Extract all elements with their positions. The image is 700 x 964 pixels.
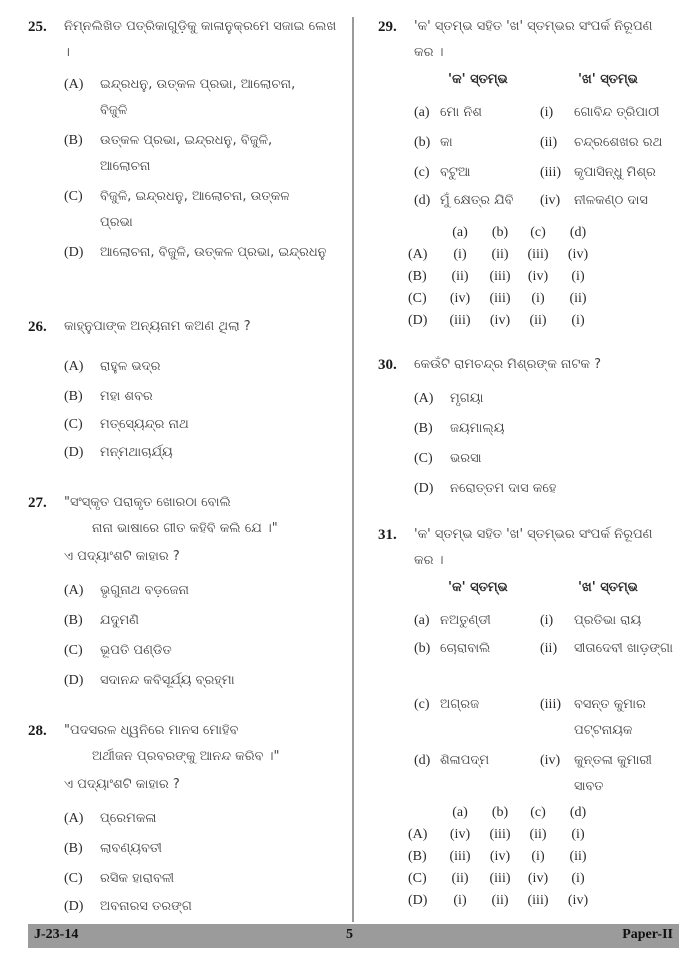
- question-text: 'କ' ସ୍ତମ୍ଭ ସହିତ 'ଖ' ସ୍ତମ୍ଭର ସଂପର୍କ ନିରୂପଣ କର ।: [414, 527, 653, 568]
- grid-cell: (iii): [489, 827, 511, 842]
- grid-cell: (iii): [527, 893, 549, 908]
- option-text: ଇନ୍ଦ୍ରଧନୁ, ଉତ୍କଳ ପ୍ରଭା, ଆଲୋଚନା, ବିଜୁଳି: [100, 77, 296, 118]
- option-text: ଭୂପତି ପଣ୍ଡିତ: [100, 643, 172, 658]
- pair-a-text: କା: [440, 135, 453, 150]
- pair-a-text: ନଅତୁଣ୍ଡୀ: [440, 613, 491, 628]
- option-text: ମତ୍ସ୍ୟେନ୍ଦ୍ର ନାଥ: [100, 417, 189, 432]
- grid-cell: (iv): [489, 313, 511, 328]
- pair-a-text: ମୁଁ କ୍ଷେତ୍ର ଯିବି: [440, 193, 514, 208]
- column-a-header: 'କ' ସ୍ତମ୍ଭ: [448, 580, 508, 595]
- question-number: 25.: [28, 19, 47, 35]
- pair-b-label: (iii): [540, 697, 561, 712]
- grid-header-cell: (c): [530, 225, 546, 240]
- question-29: [378, 14, 678, 334]
- option-text: ଲାବଣ୍ୟବତୀ: [100, 841, 162, 856]
- option-text: ଯଦୁମଣି: [100, 613, 140, 628]
- pair-b-text: କୃପାସିନ୍ଧୁ ମିଶ୍ର: [574, 165, 656, 180]
- quote-line-2: ଅର୍ଥୀଜନ ପ୍ରବରଙ୍କୁ ଆନନ୍ଦ କରିବ ।": [92, 749, 280, 764]
- pair-a-label: (b): [414, 641, 431, 656]
- grid-cell: (ii): [529, 313, 547, 328]
- pair-a-label: (b): [414, 135, 431, 150]
- option-text: ରାହୁଳ ଭଦ୍ର: [100, 359, 161, 374]
- option-text: ନରୋତ୍ତମ ଦାସ କହେ: [450, 481, 557, 496]
- question-28: [28, 718, 346, 918]
- column-b-header: 'ଖ' ସ୍ତମ୍ଭ: [578, 72, 638, 87]
- grid-header-cell: (d): [569, 225, 587, 240]
- option-label: (A): [64, 359, 84, 374]
- option-text: ଉତ୍କଳ ପ୍ରଭା, ଇନ୍ଦ୍ରଧନୁ, ବିଜୁଳି, ଆଲୋଚନା: [100, 133, 273, 174]
- grid-cell: (i): [571, 827, 585, 842]
- option-label: (B): [64, 389, 83, 404]
- grid-cell: (iv): [527, 871, 549, 886]
- grid-row-label: (A): [408, 827, 428, 842]
- grid-cell: (i): [571, 871, 585, 886]
- grid-cell: (ii): [569, 849, 587, 864]
- page-number: 5: [346, 927, 353, 942]
- pair-a-text: ବଟୁଆ: [440, 165, 471, 180]
- pair-b-text: କୁନ୍ତଳା କୁମାରୀ ସାବତ: [574, 753, 652, 794]
- question-31: [378, 522, 678, 922]
- pair-a-text: ମୋ ନିଶ: [440, 105, 482, 120]
- option-text: ଭରସା: [450, 451, 482, 466]
- grid-cell: (i): [453, 893, 467, 908]
- grid-cell: (iii): [527, 247, 549, 262]
- option-text: ପ୍ରେମକଳା: [100, 811, 157, 826]
- pair-a-label: (c): [414, 165, 430, 180]
- grid-header-cell: (c): [530, 805, 546, 820]
- grid-cell: (iii): [489, 269, 511, 284]
- question-text: କେଉଁଟି ରାମଚନ୍ଦ୍ର ମିଶ୍ରଙ୍କ ନାଟକ ?: [414, 357, 602, 372]
- pair-a-label: (c): [414, 697, 430, 712]
- grid-cell: (i): [571, 313, 585, 328]
- exam-code: J-23-14: [34, 927, 79, 942]
- quote-line-1: "ପଦସରଳ ଧ୍ୱନିରେ ମାନସ ମୋହିବ: [64, 723, 239, 738]
- quote-line-1: "ସଂସ୍କୃତ ପରାକୃତ ଖୋରଠା ବୋଲି: [64, 495, 231, 510]
- pair-a-label: (a): [414, 613, 430, 628]
- grid-cell: (ii): [451, 269, 469, 284]
- grid-cell: (iv): [449, 291, 471, 306]
- quote-line-2: ନାନା ଭାଷାରେ ଗୀତ କହିବି କଲି ଯେ ।": [92, 521, 278, 536]
- grid-cell: (ii): [529, 827, 547, 842]
- grid-cell: (i): [531, 291, 545, 306]
- grid-cell: (ii): [451, 871, 469, 886]
- grid-row-label: (D): [408, 313, 428, 328]
- grid-row-label: (B): [408, 269, 427, 284]
- grid-cell: (iv): [567, 893, 589, 908]
- grid-cell: (ii): [569, 291, 587, 306]
- option-label: (B): [64, 841, 83, 856]
- option-text: ବିଜୁଳି, ଇନ୍ଦ୍ରଧନୁ, ଆଲୋଚନା, ଉତ୍କଳ ପ୍ରଭା: [100, 189, 290, 230]
- option-text: ମନ୍ମଥାଚାର୍ଯ୍ୟ: [100, 445, 173, 460]
- option-text: ଜୟମାଲ୍ୟ: [450, 421, 505, 436]
- grid-cell: (ii): [491, 247, 509, 262]
- pair-b-label: (iv): [540, 193, 561, 208]
- option-text: ମହା ଶବର: [100, 389, 153, 404]
- pair-b-text: ଗୋବିନ୍ଦ ତ୍ରିପାଠୀ: [574, 105, 660, 120]
- question-number: 30.: [378, 357, 397, 373]
- grid-row-label: (C): [408, 291, 427, 306]
- option-text: ଆଲୋଚନା, ବିଜୁଳି, ଉତ୍କଳ ପ୍ରଭା, ଇନ୍ଦ୍ରଧନୁ: [100, 245, 327, 260]
- grid-cell: (i): [531, 849, 545, 864]
- question-27: [28, 490, 346, 700]
- question-number: 26.: [28, 319, 47, 335]
- pair-b-text: ଚନ୍ଦ୍ରଶେଖର ରଥ: [574, 135, 663, 150]
- grid-row-label: (D): [408, 893, 428, 908]
- grid-cell: (i): [571, 269, 585, 284]
- grid-cell: (i): [453, 247, 467, 262]
- option-text: ସଦାନନ୍ଦ କବିସୂର୍ଯ୍ୟ ବ୍ରହ୍ମା: [100, 673, 235, 688]
- option-text: ରସିକ ହାରାବଳୀ: [100, 871, 175, 886]
- option-label: (C): [64, 871, 83, 886]
- option-label: (A): [64, 77, 84, 92]
- pair-a-text: ଅଗ୍ରଜ: [440, 697, 480, 712]
- option-text: ମୃଗୟା: [450, 391, 484, 406]
- question-number: 28.: [28, 723, 47, 739]
- grid-cell: (iii): [489, 291, 511, 306]
- pair-b-label: (i): [540, 105, 554, 120]
- grid-cell: (iv): [449, 827, 471, 842]
- grid-cell: (iii): [449, 849, 471, 864]
- question-26: [28, 314, 346, 464]
- question-number: 27.: [28, 495, 47, 511]
- pair-b-label: (i): [540, 613, 554, 628]
- pair-a-text: ଶିଳାପଦ୍ମ: [440, 753, 490, 768]
- grid-cell: (iii): [449, 313, 471, 328]
- option-label: (D): [64, 673, 84, 688]
- question-prompt: ଏ ପଦ୍ୟାଂଶଟି କାହାର ?: [64, 549, 180, 564]
- grid-cell: (iv): [567, 247, 589, 262]
- question-text: କାହ୍ନୁପାଙ୍କ ଅନ୍ୟନାମ କଅଣ ଥିଲା ?: [64, 319, 251, 334]
- question-25: [28, 14, 346, 284]
- pair-b-label: (iii): [540, 165, 561, 180]
- question-prompt: ଏ ପଦ୍ୟାଂଶଟି କାହାର ?: [64, 777, 180, 792]
- pair-b-label: (ii): [540, 135, 558, 150]
- grid-header-cell: (a): [452, 225, 468, 240]
- option-label: (D): [414, 481, 434, 496]
- pair-b-text: ବସନ୍ତ କୁମାର ପଟ୍ଟନାୟକ: [574, 697, 646, 738]
- grid-row-label: (B): [408, 849, 427, 864]
- grid-header-cell: (b): [491, 225, 509, 240]
- option-label: (C): [414, 451, 433, 466]
- option-label: (A): [414, 391, 434, 406]
- option-text: ଭୃଗୁନାଥ ବଡ଼ଜେନା: [100, 583, 189, 598]
- grid-header-cell: (b): [491, 805, 509, 820]
- pair-b-text: ନୀଳକଣ୍ଠ ଦାସ: [574, 193, 648, 208]
- paper-label: Paper-II: [622, 927, 673, 942]
- grid-header-cell: (a): [452, 805, 468, 820]
- grid-cell: (iv): [489, 849, 511, 864]
- grid-header-cell: (d): [569, 805, 587, 820]
- option-label: (C): [64, 189, 83, 204]
- grid-cell: (iv): [527, 269, 549, 284]
- grid-cell: (ii): [491, 893, 509, 908]
- option-label: (D): [64, 899, 84, 914]
- question-number: 31.: [378, 527, 397, 543]
- pair-a-text: ଚୋରାବାଲି: [440, 641, 491, 656]
- column-b-header: 'ଖ' ସ୍ତମ୍ଭ: [578, 580, 638, 595]
- pair-b-label: (iv): [540, 753, 561, 768]
- pair-a-label: (a): [414, 105, 430, 120]
- grid-row-label: (C): [408, 871, 427, 886]
- column-divider: [352, 17, 354, 922]
- option-text: ଅବନାରସ ତରଙ୍ଗ: [100, 899, 192, 914]
- option-label: (D): [64, 245, 84, 260]
- grid-row-label: (A): [408, 247, 428, 262]
- option-label: (C): [64, 643, 83, 658]
- grid-cell: (iii): [489, 871, 511, 886]
- pair-b-text: ସୀତାଦେବୀ ଖାଡ଼ଙ୍ଗା: [574, 641, 673, 656]
- option-label: (B): [64, 133, 83, 148]
- pair-a-label: (d): [414, 753, 431, 768]
- option-label: (B): [414, 421, 433, 436]
- option-label: (A): [64, 811, 84, 826]
- option-label: (A): [64, 583, 84, 598]
- question-text: 'କ' ସ୍ତମ୍ଭ ସହିତ 'ଖ' ସ୍ତମ୍ଭର ସଂପର୍କ ନିରୂପଣ କର ।: [414, 19, 653, 60]
- option-label: (D): [64, 445, 84, 460]
- question-30: [378, 352, 678, 502]
- column-a-header: 'କ' ସ୍ତମ୍ଭ: [448, 72, 508, 87]
- pair-b-label: (ii): [540, 641, 558, 656]
- option-label: (B): [64, 613, 83, 628]
- pair-a-label: (d): [414, 193, 431, 208]
- option-label: (C): [64, 417, 83, 432]
- page-footer: [28, 924, 679, 948]
- pair-b-text: ପ୍ରତିଭା ରାୟ: [574, 613, 642, 628]
- question-number: 29.: [378, 19, 397, 35]
- question-text: ନିମ୍ନଲିଖିତ ପତ୍ରିକାଗୁଡ଼ିକୁ କାଳାନୁକ୍ରମେ ସଜାଇ ଲେଖ ।: [64, 19, 337, 60]
